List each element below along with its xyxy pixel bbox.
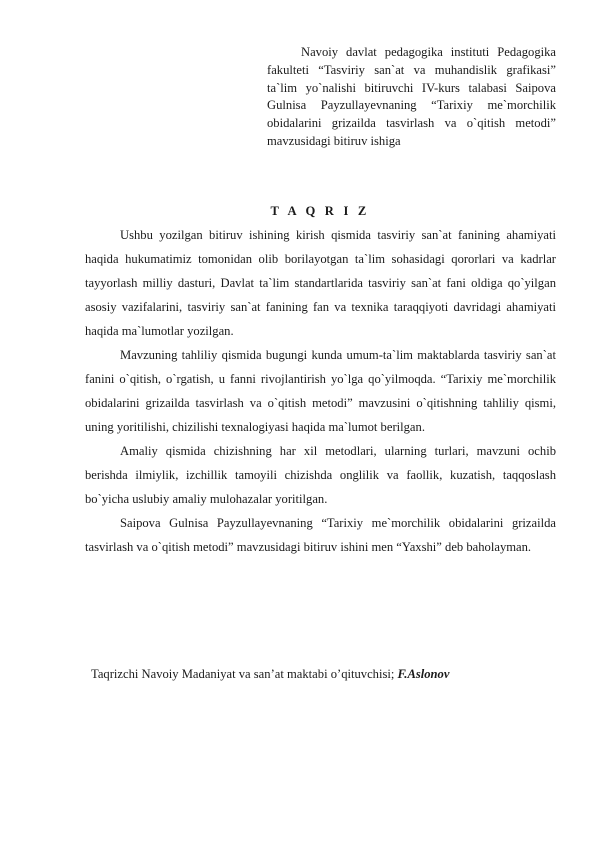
document-title: T A Q R I Z [270, 204, 370, 218]
review-body [85, 223, 556, 559]
paragraph-practical: Amaliy qismida chizishning har xil metodlari, ularning turlari, mavzuni ochib berishda ilmiylik, izchillik tamoyili chizishda onglilik va faollik, kuzatish, taqqoslash bo`yicha uslubiy amaliy mulohazalar yoritilgan. [85, 444, 556, 506]
reviewer-position: Taqrizchi Navoiy Madaniyat va san’at maktabi o’qituvchisi; [91, 667, 398, 681]
reviewer-signature [91, 667, 449, 682]
addressee-text: Navoiy davlat pedagogika instituti Pedagogika fakulteti “Tasviriy san`at va muhandislik grafikasi” ta`lim yo`nalishi bitiruvchi IV-kurs talabasi Saipova Gulnisa Payzullayevnaning “Tarixiy me`morchilik obidalarini grizailda tasvirlash va o`qitish metodi” mavzusidagi bitiruv ishiga [267, 45, 556, 148]
reviewer-name: F.Aslonov [397, 667, 450, 681]
paragraph-introduction: Ushbu yozilgan bitiruv ishining kirish qismida tasviriy san`at fanining ahamiyati haqida hukumatimiz tomonidan olib borilayotgan ta`lim sohasidagi qororlari va kadrlar tayyorlash milliy dasturi, Davlat ta`lim standartlarida tasviriy san`at fani oldiga qo`yilgan asosiy vazifalarini, tasviriy san`at fanining fan va texnika taraqqiyoti davridagi ahamiyati haqida ma`lumotlar yozilgan. [85, 228, 556, 338]
addressee-block [267, 44, 556, 151]
paragraph-conclusion: Saipova Gulnisa Payzullayevnaning “Tarixiy me`morchilik obidalarini grizailda tasvirlash va o`qitish metodi” mavzusidagi bitiruv ishini men “Yaxshi” deb baholayman. [85, 516, 556, 554]
paragraph-analysis: Mavzuning tahliliy qismida bugungi kunda umum-ta`lim maktablarda tasviriy san`at fanini o`qitish, o`rgatish, u fanni rivojlantirish yo`lga qo`yilmoqda. “Tarixiy me`morchilik obidalarini grizailda tasvirlash va o`qitish metodi” mavzusini o`qitishning tahliliy qismi, uning yoritilishi, chizilishi texnalogiyasi haqida ma`lumot berilgan. [85, 348, 556, 434]
